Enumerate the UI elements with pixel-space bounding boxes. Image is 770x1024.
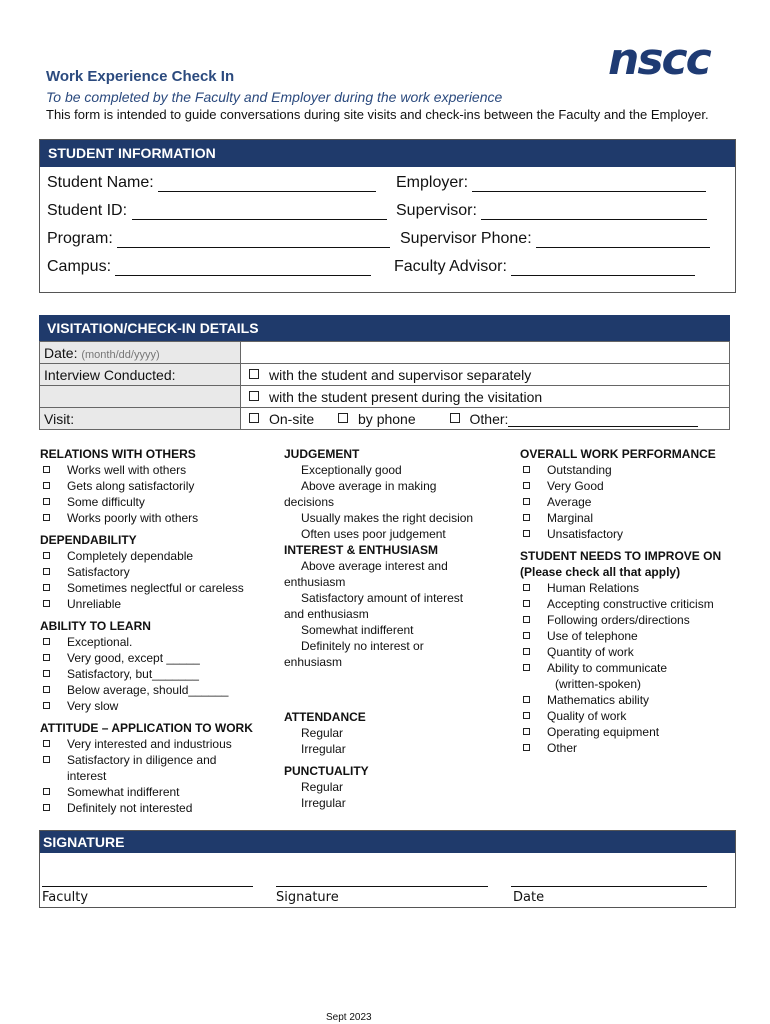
checkbox[interactable] bbox=[523, 664, 530, 671]
item-label: Exceptional. bbox=[67, 635, 133, 649]
checkbox[interactable] bbox=[43, 514, 50, 521]
checkbox-item[interactable] bbox=[520, 660, 760, 676]
dependability-heading: DEPENDABILITY bbox=[40, 533, 137, 547]
checkbox-item[interactable] bbox=[520, 628, 760, 644]
section-heading: SIGNATURE bbox=[40, 831, 735, 853]
left-column bbox=[40, 446, 280, 816]
checkbox-item[interactable] bbox=[40, 634, 280, 650]
checkbox-item[interactable] bbox=[284, 622, 509, 638]
checkbox[interactable] bbox=[43, 804, 50, 811]
checkbox-item[interactable] bbox=[40, 548, 280, 564]
item-label: enthusiasm bbox=[284, 575, 346, 589]
checkbox-item[interactable] bbox=[520, 478, 760, 494]
checkbox[interactable] bbox=[43, 654, 50, 661]
date-input[interactable] bbox=[241, 342, 730, 364]
checkbox-other[interactable] bbox=[450, 413, 460, 423]
interview-option-label: with the student present during the visitation bbox=[269, 388, 543, 405]
checkbox-item[interactable] bbox=[520, 510, 760, 526]
checkbox[interactable] bbox=[249, 391, 259, 401]
program-label: Program: bbox=[47, 230, 113, 247]
checkbox[interactable] bbox=[523, 498, 530, 505]
section-heading: VISITATION/CHECK-IN DETAILS bbox=[39, 315, 730, 342]
item-label: Following orders/directions bbox=[547, 613, 690, 627]
item-label: Mathematics ability bbox=[547, 693, 650, 707]
checkbox[interactable] bbox=[43, 482, 50, 489]
section-heading: STUDENT INFORMATION bbox=[40, 140, 735, 167]
checkbox[interactable] bbox=[523, 584, 530, 591]
supervisor-phone-field[interactable] bbox=[400, 230, 710, 248]
checkbox-item[interactable] bbox=[520, 526, 760, 542]
visitation-table bbox=[39, 341, 730, 430]
interview-option-label: with the student and supervisor separately bbox=[269, 366, 532, 383]
checkbox-item[interactable] bbox=[40, 462, 280, 478]
visit-other-label: Other: bbox=[469, 410, 509, 427]
checkbox-item[interactable] bbox=[284, 510, 509, 526]
visitation-heading-bar bbox=[39, 315, 730, 342]
item-label: Satisfactory, but_______ bbox=[67, 667, 199, 681]
item-label: Usually makes the right decision bbox=[301, 511, 474, 525]
improve-subheading: (Please check all that apply) bbox=[520, 565, 681, 579]
date-hint: (month/dd/yyyy) bbox=[81, 348, 160, 361]
visit-options bbox=[241, 408, 730, 430]
checkbox[interactable] bbox=[43, 686, 50, 693]
employer-field[interactable] bbox=[396, 174, 706, 192]
checkbox-item[interactable] bbox=[284, 741, 484, 757]
visit-phone-label: by phone bbox=[358, 410, 416, 427]
checkbox[interactable] bbox=[523, 728, 530, 735]
item-label: and enthusiasm bbox=[284, 607, 369, 621]
faculty-signature-line[interactable] bbox=[42, 886, 253, 887]
item-label: Other bbox=[547, 741, 578, 755]
checkbox-item[interactable] bbox=[40, 698, 280, 714]
form-subtitle: To be completed by the Faculty and Employer during the work experience bbox=[46, 89, 503, 105]
checkbox-item[interactable] bbox=[520, 462, 760, 478]
item-continuation bbox=[284, 574, 509, 590]
item-label: Use of telephone bbox=[547, 629, 638, 643]
program-field[interactable] bbox=[47, 230, 390, 248]
visit-onsite-label: On-site bbox=[269, 410, 315, 427]
signature-section bbox=[39, 830, 736, 908]
interest-heading: INTEREST & ENTHUSIASM bbox=[284, 543, 439, 557]
item-label: Somewhat indifferent bbox=[67, 785, 180, 799]
checkbox[interactable] bbox=[43, 584, 50, 591]
item-label: Ability to communicate bbox=[547, 661, 668, 675]
checkbox-item[interactable] bbox=[40, 564, 280, 580]
judgement-heading: JUDGEMENT bbox=[284, 447, 360, 461]
item-label: Completely dependable bbox=[67, 549, 194, 563]
item-label: interest bbox=[67, 769, 107, 783]
visit-other-input[interactable] bbox=[508, 413, 698, 427]
item-continuation bbox=[40, 768, 280, 784]
item-label: Above average interest and bbox=[301, 559, 448, 573]
employer-label: Employer: bbox=[396, 174, 469, 191]
supervisor-phone-label: Supervisor Phone: bbox=[400, 230, 532, 247]
footer-date: Sept 2023 bbox=[326, 1012, 372, 1023]
relations-heading: RELATIONS WITH OTHERS bbox=[40, 447, 196, 461]
item-label: Often uses poor judgement bbox=[301, 527, 446, 541]
attendance-heading: ATTENDANCE bbox=[284, 710, 366, 724]
checkbox[interactable] bbox=[43, 552, 50, 559]
checkbox-item[interactable] bbox=[520, 596, 760, 612]
item-label: Very interested and industrious bbox=[67, 737, 232, 751]
checkbox-phone[interactable] bbox=[338, 413, 348, 423]
checkbox-item[interactable] bbox=[284, 638, 509, 654]
item-label: Satisfactory bbox=[67, 565, 130, 579]
interview-label: Interview Conducted: bbox=[40, 364, 241, 386]
checkbox[interactable] bbox=[43, 466, 50, 473]
date-label: Date: bbox=[44, 344, 78, 361]
item-continuation bbox=[284, 494, 509, 510]
item-label: Somewhat indifferent bbox=[301, 623, 414, 637]
item-label: Some difficulty bbox=[67, 495, 145, 509]
improve-heading: STUDENT NEEDS TO IMPROVE ON bbox=[520, 549, 722, 563]
signature-line[interactable] bbox=[276, 886, 488, 887]
item-label: Above average in making bbox=[301, 479, 437, 493]
checkbox-item[interactable] bbox=[40, 650, 280, 666]
item-continuation bbox=[284, 654, 509, 670]
form-title: Work Experience Check In bbox=[46, 68, 235, 85]
item-label: Irregular bbox=[301, 796, 346, 810]
checkbox[interactable] bbox=[523, 600, 530, 607]
date-label-cell bbox=[40, 342, 241, 364]
item-label: Average bbox=[547, 495, 592, 509]
item-label: Satisfactory in diligence and bbox=[67, 753, 217, 767]
checkbox[interactable] bbox=[249, 369, 259, 379]
item-label: Regular bbox=[301, 726, 344, 740]
checkbox[interactable] bbox=[523, 632, 530, 639]
checkbox-item[interactable] bbox=[40, 596, 280, 612]
item-continuation bbox=[520, 676, 760, 692]
item-label: Marginal bbox=[547, 511, 594, 525]
checkbox-onsite[interactable] bbox=[249, 413, 259, 423]
item-label: Irregular bbox=[301, 742, 346, 756]
checkbox-item[interactable] bbox=[284, 462, 509, 478]
checkbox-item[interactable] bbox=[40, 666, 280, 682]
checkbox[interactable] bbox=[43, 498, 50, 505]
visit-label: Visit: bbox=[40, 408, 241, 430]
nscc-logo: nscc bbox=[608, 34, 710, 85]
item-label: Operating equipment bbox=[547, 725, 660, 739]
supervisor-label: Supervisor: bbox=[396, 202, 477, 219]
item-label: Accepting constructive criticism bbox=[547, 597, 714, 611]
faculty-advisor-field[interactable] bbox=[394, 258, 695, 276]
checkbox-item[interactable] bbox=[284, 526, 509, 542]
item-label: Unreliable bbox=[67, 597, 122, 611]
checkbox-item[interactable] bbox=[520, 494, 760, 510]
item-label: Regular bbox=[301, 780, 344, 794]
ability-heading: ABILITY TO LEARN bbox=[40, 619, 151, 633]
checkbox-item[interactable] bbox=[40, 510, 280, 526]
item-label: Human Relations bbox=[547, 581, 640, 595]
checkbox[interactable] bbox=[43, 788, 50, 795]
item-label: (written-spoken) bbox=[555, 677, 642, 691]
item-label: Definitely no interest or bbox=[301, 639, 424, 653]
item-label: Quality of work bbox=[547, 709, 627, 723]
student-name-label: Student Name: bbox=[47, 174, 154, 191]
checkbox-item[interactable] bbox=[40, 784, 280, 800]
item-label: Quantity of work bbox=[547, 645, 634, 659]
attendance-group bbox=[284, 709, 484, 811]
overall-heading: OVERALL WORK PERFORMANCE bbox=[520, 447, 716, 461]
student-id-label: Student ID: bbox=[47, 202, 128, 219]
item-label: Satisfactory amount of interest bbox=[301, 591, 464, 605]
item-label: Works well with others bbox=[67, 463, 187, 477]
checkbox-item[interactable] bbox=[520, 644, 760, 660]
item-label: Very Good bbox=[547, 479, 604, 493]
checkbox[interactable] bbox=[523, 616, 530, 623]
item-label: Outstanding bbox=[547, 463, 612, 477]
checkbox[interactable] bbox=[43, 670, 50, 677]
middle-column bbox=[284, 446, 509, 670]
item-label: Very slow bbox=[67, 699, 119, 713]
checkbox-item[interactable] bbox=[40, 494, 280, 510]
supervisor-field[interactable] bbox=[396, 202, 707, 220]
checkbox-item[interactable] bbox=[520, 740, 760, 756]
item-label: enhusiasm bbox=[284, 655, 343, 669]
interview-option-separately[interactable] bbox=[241, 364, 730, 386]
checkbox-item[interactable] bbox=[520, 580, 760, 596]
checkbox[interactable] bbox=[43, 756, 50, 763]
checkbox[interactable] bbox=[43, 638, 50, 645]
item-label: Very good, except _____ bbox=[67, 651, 200, 665]
form-intro: This form is intended to guide conversations during site visits and check-ins between the Faculty and the Employer. bbox=[46, 107, 709, 122]
checkbox-item[interactable] bbox=[40, 736, 280, 752]
checkbox[interactable] bbox=[43, 702, 50, 709]
checkbox-item[interactable] bbox=[284, 558, 509, 574]
item-label: decisions bbox=[284, 495, 335, 509]
date-label: Date bbox=[513, 890, 545, 905]
right-column bbox=[520, 446, 760, 756]
checkbox-item[interactable] bbox=[284, 779, 484, 795]
item-label: Unsatisfactory bbox=[547, 527, 624, 541]
checkbox-item[interactable] bbox=[40, 752, 280, 768]
checkbox-item[interactable] bbox=[284, 725, 484, 741]
checkbox-item[interactable] bbox=[40, 478, 280, 494]
faculty-label: Faculty bbox=[42, 890, 89, 905]
checkbox-item[interactable] bbox=[40, 682, 280, 698]
checkbox-item[interactable] bbox=[40, 580, 280, 596]
item-label: Exceptionally good bbox=[301, 463, 402, 477]
item-label: Below average, should______ bbox=[67, 683, 229, 697]
item-label: Definitely not interested bbox=[67, 801, 193, 815]
item-label: Sometimes neglectful or careless bbox=[67, 581, 244, 595]
checkbox-item[interactable] bbox=[520, 724, 760, 740]
checkbox-item[interactable] bbox=[284, 795, 484, 811]
checkbox-item[interactable] bbox=[520, 612, 760, 628]
empty-label-cell bbox=[40, 386, 241, 408]
punctuality-heading: PUNCTUALITY bbox=[284, 764, 369, 778]
checkbox-item[interactable] bbox=[520, 708, 760, 724]
attitude-heading: ATTITUDE – APPLICATION TO WORK bbox=[40, 721, 253, 735]
checkbox[interactable] bbox=[523, 466, 530, 473]
checkbox[interactable] bbox=[523, 530, 530, 537]
checkbox[interactable] bbox=[43, 740, 50, 747]
checkbox[interactable] bbox=[43, 600, 50, 607]
date-line[interactable] bbox=[511, 886, 707, 887]
checkbox[interactable] bbox=[523, 648, 530, 655]
checkbox[interactable] bbox=[523, 712, 530, 719]
checkbox[interactable] bbox=[523, 696, 530, 703]
student-name-field[interactable] bbox=[47, 174, 376, 192]
interview-option-present[interactable] bbox=[241, 386, 730, 408]
checkbox[interactable] bbox=[43, 568, 50, 575]
student-id-field[interactable] bbox=[47, 202, 387, 220]
campus-label: Campus: bbox=[47, 258, 112, 275]
checkbox[interactable] bbox=[523, 744, 530, 751]
item-continuation bbox=[284, 606, 509, 622]
checkbox-item[interactable] bbox=[520, 692, 760, 708]
signature-label: Signature bbox=[276, 890, 339, 905]
checkbox-item[interactable] bbox=[284, 478, 509, 494]
item-label: Works poorly with others bbox=[67, 511, 199, 525]
checkbox[interactable] bbox=[523, 482, 530, 489]
campus-field[interactable] bbox=[47, 258, 371, 276]
item-label: Gets along satisfactorily bbox=[67, 479, 195, 493]
checkbox[interactable] bbox=[523, 514, 530, 521]
checkbox-item[interactable] bbox=[40, 800, 280, 816]
faculty-advisor-label: Faculty Advisor: bbox=[394, 258, 507, 275]
checkbox-item[interactable] bbox=[284, 590, 509, 606]
